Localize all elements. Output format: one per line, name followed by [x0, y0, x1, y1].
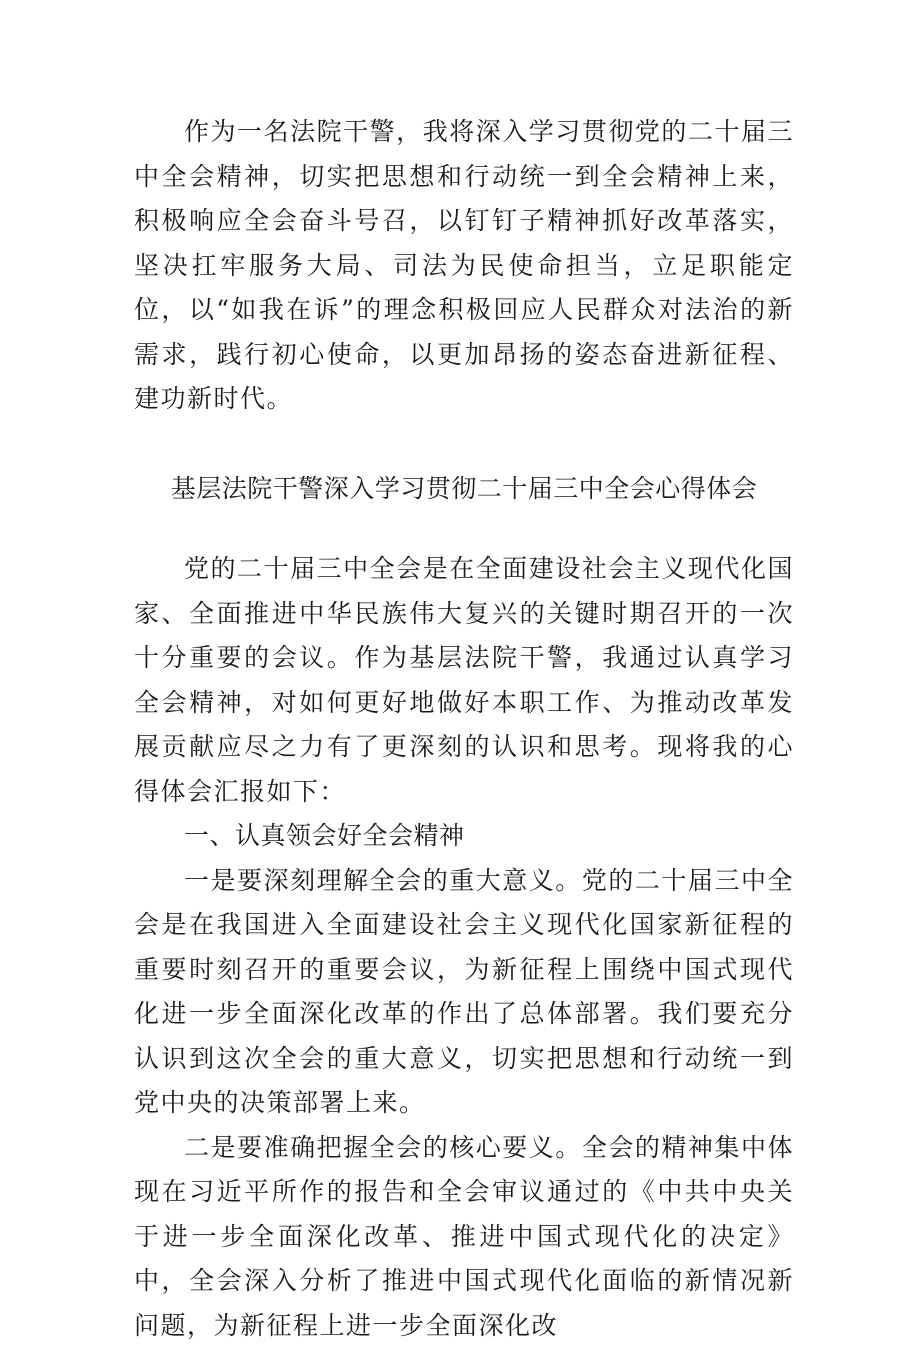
- section-paragraph: 一是要深刻理解全会的重大意义。党的二十届三中全会是在我国进入全面建设社会主义现代化国家新征程的重要时刻召开的重要会议，为新征程上围绕中国式现代化进一步全面深化改革的作出了总体部署。我们要充分认识到这次全会的重大意义，切实把思想和行动统一到党中央的决策部署上来。: [134, 859, 794, 1126]
- section-heading: 一、认真领会好全会精神: [134, 814, 794, 859]
- body-paragraph: 党的二十届三中全会是在全面建设社会主义现代化国家、全面推进中华民族伟大复兴的关键时期召开的一次十分重要的会议。作为基层法院干警，我通过认真学习全会精神，对如何更好地做好本职工作、为推动改革发展贡献应尽之力有了更深刻的认识和思考。现将我的心得体会汇报如下：: [134, 547, 794, 814]
- intro-paragraph: 作为一名法院干警，我将深入学习贯彻党的二十届三中全会精神，切实把思想和行动统一到全会精神上来，积极响应全会奋斗号召，以钉钉子精神抓好改革落实，坚决扛牢服务大局、司法为民使命担当，立足职能定位，以“如我在诉”的理念积极回应人民群众对法治的新需求，践行初心使命，以更加昂扬的姿态奋进新征程、建功新时代。: [134, 110, 794, 422]
- section-paragraph: 二是要准确把握全会的核心要义。全会的精神集中体现在习近平所作的报告和全会审议通过的《中共中央关于进一步全面深化改革、推进中国式现代化的决定》中，全会深入分析了推进中国式现代化面临的新情况新问题，为新征程上进一步全面深化改: [134, 1126, 794, 1348]
- document-title: 基层法院干警深入学习贯彻二十届三中全会心得体会: [134, 467, 794, 512]
- document-body: [134, 110, 794, 1348]
